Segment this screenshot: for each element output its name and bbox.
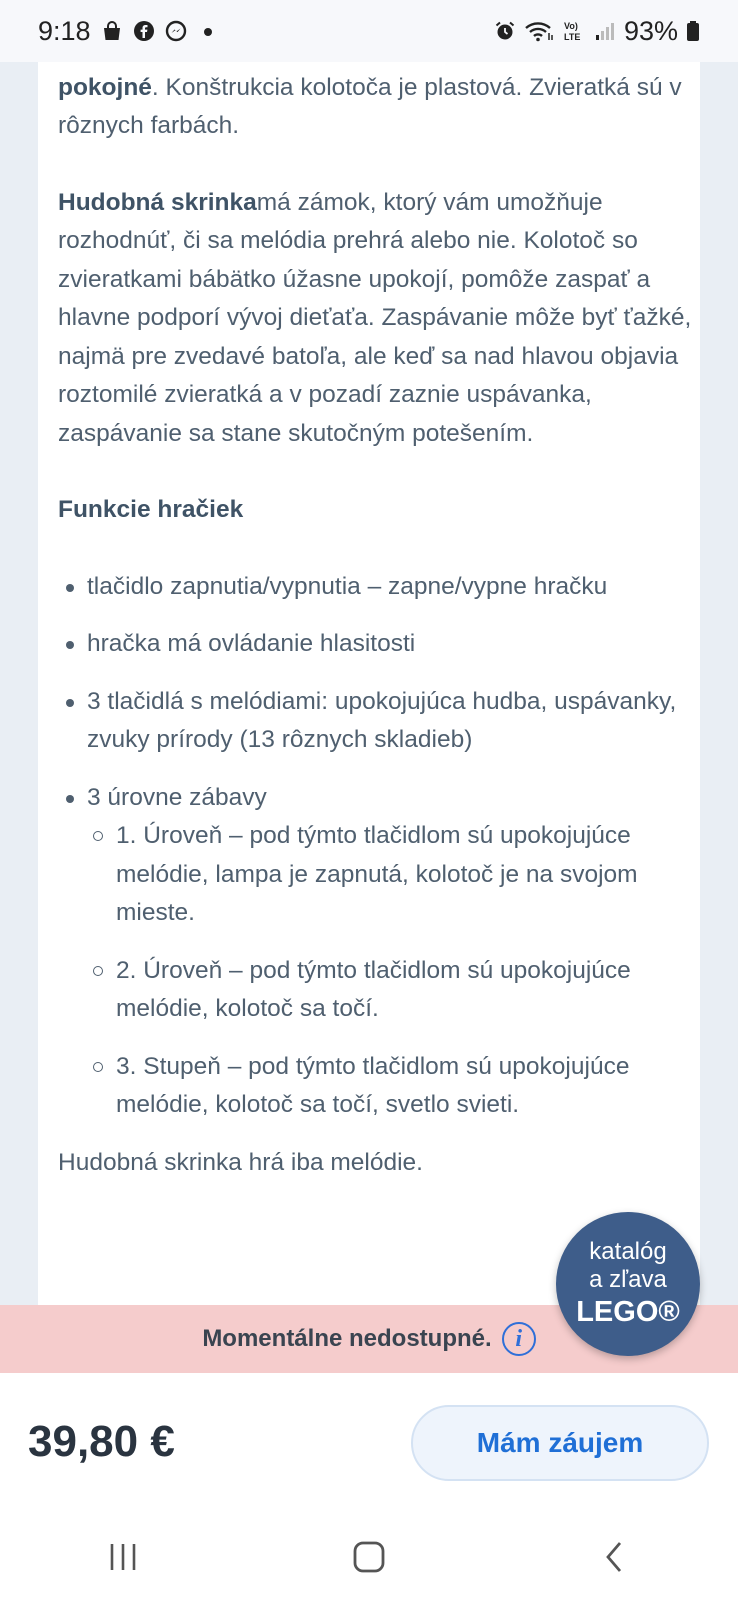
back-icon[interactable] [585,1527,645,1587]
list-item: hračka má ovládanie hlasitosti [58,625,698,664]
facebook-icon [133,20,155,42]
wifi-icon [524,20,554,42]
product-price: 39,80 € [28,1417,175,1466]
interest-button[interactable]: Mám záujem [411,1405,709,1481]
status-time: 9:18 [38,15,91,46]
list-item: 1. Úroveň – pod týmto tlačidlom sú upokojujúce melódie, lampa je zapnutá, kolotoč je na svojom mieste. [87,817,698,933]
description-paragraph-1 [58,62,698,146]
promo-line-3: LEGO® [576,1296,680,1328]
lego-catalog-promo-button[interactable] [556,1212,700,1356]
alarm-icon [494,20,516,42]
volte-icon [562,20,586,42]
features-heading: Funkcie hračiek [58,496,244,523]
svg-text:Vo): Vo) [563,21,578,31]
description-text: má zámok, ktorý vám umožňuje rozhodnúť, či sa melódia prehrá alebo nie. Kolotoč so zvieratkami bábätko úžasne upokojí, pomôže zaspať a hlavne podporí vývoj dieťaťa. Zaspávanie môže byť ťažké, najmä pre zvedavé batoľa, ale keď sa nad hlavou objavia roztomilé zvieratká a v pozadí zaznie uspávanka, zaspávanie sa stane skutočným potešením. [58,188,692,447]
navigation-bar [0,1513,738,1600]
availability-text: Momentálne nedostupné. [202,1325,492,1352]
purchase-bar [0,1373,738,1513]
description-text: . Konštrukcia kolotoča je plastová. Zvieratká sú v rôznych farbách. [58,73,682,139]
product-description-card [38,62,700,1312]
list-item: 3 tlačidlá s melódiami: upokojujúca hudba, uspávanky, zvuky prírody (13 rôznych skladieb) [58,683,698,760]
promo-line-1: katalóg [589,1238,667,1265]
status-bar-left [38,16,219,47]
home-icon[interactable] [339,1527,399,1587]
list-item: 3 úrovne zábavy 1. Úroveň – pod týmto tlačidlom sú upokojujúce melódie, lampa je zapnutá, kolotoč je na svojom mieste. 2. Úroveň – pod týmto tlačidlom sú upokojujúce melódie, kolotoč sa točí. 3. Stupeň – pod týmto tlačidlom sú upokojujúce melódie, kolotoč sa točí, svetlo svieti. [58,779,698,1125]
dot-icon [197,20,219,42]
messenger-icon [165,20,187,42]
description-bold-phrase: Hudobná skrinka [58,188,257,216]
features-list [58,568,698,1125]
battery-percentage: 93% [623,15,678,46]
list-item: tlačidlo zapnutia/vypnutia – zapne/vypne hračku [58,568,698,607]
battery-icon [686,20,700,42]
shopping-bag-icon [101,20,123,42]
description-paragraph-2 [58,184,698,454]
list-item: 3. Stupeň – pod týmto tlačidlom sú upokojujúce melódie, kolotoč sa točí, svetlo svieti. [87,1048,698,1125]
description-last-line: Hudobná skrinka hrá iba melódie. [58,1148,423,1176]
levels-list [87,817,698,1125]
status-bar [0,0,738,62]
recent-apps-icon[interactable] [93,1527,153,1587]
status-bar-right [494,16,700,47]
product-description-frame[interactable] [0,62,738,1312]
signal-icon [594,20,616,42]
description-bold-word: pokojné [58,73,152,101]
list-item: 2. Úroveň – pod týmto tlačidlom sú upokojujúce melódie, kolotoč sa točí. [87,952,698,1029]
product-description [58,62,698,1182]
info-icon[interactable]: i [502,1322,536,1356]
svg-text:LTE: LTE [563,32,581,42]
promo-line-2: a zľava [589,1266,667,1293]
